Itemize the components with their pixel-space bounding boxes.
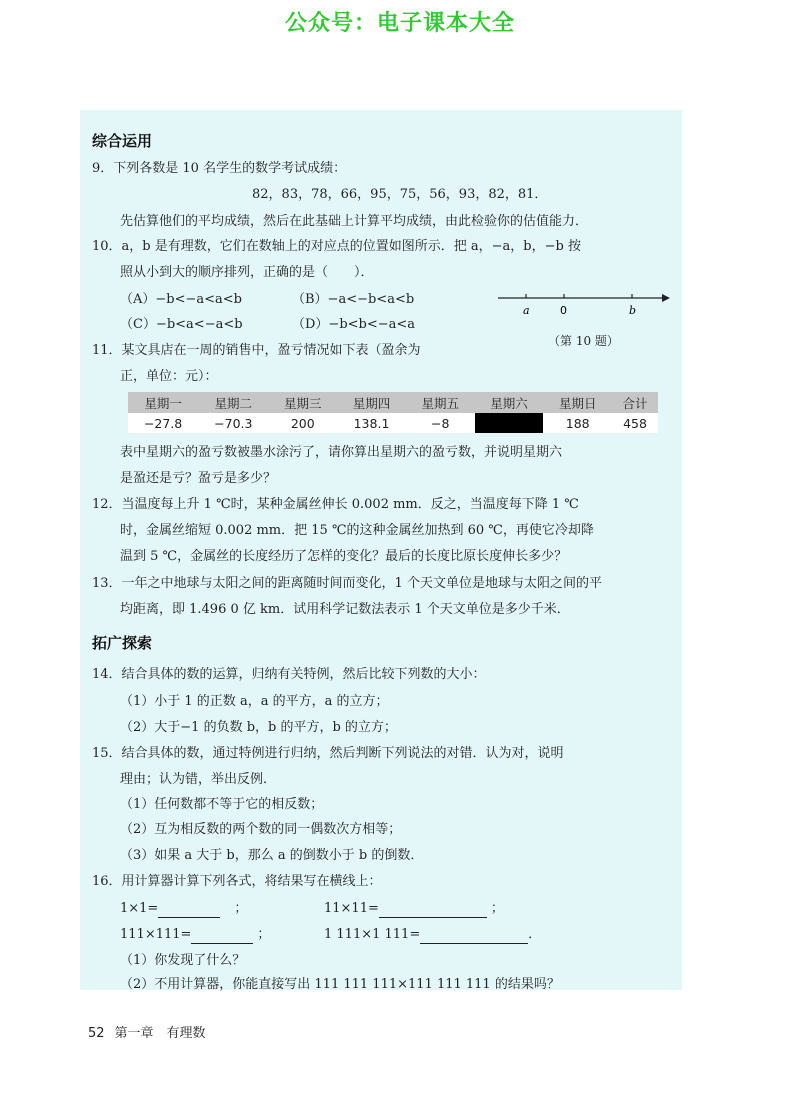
page-footer xyxy=(88,1022,206,1041)
separator: ； xyxy=(490,901,504,916)
q15-line2: 理由；认为错，举出反例． xyxy=(120,772,277,787)
q14-line1: 14．结合具体的数的运算，归纳有关特例，然后比较下列数的大小： xyxy=(92,667,486,682)
number-line-figure xyxy=(498,286,670,326)
q11-line1: 11．某文具店在一周的销售中，盈亏情况如下表（盈余为 xyxy=(92,343,421,358)
q10-option-b: （B）−a<−b<a<b xyxy=(292,292,415,307)
separator: ； xyxy=(234,901,248,916)
q11-line3: 表中星期六的盈亏数被墨水涂污了，请你算出星期六的盈亏数，并说明星期六 xyxy=(120,445,563,460)
label-b: b xyxy=(629,304,637,317)
table-header: 星期六 xyxy=(475,392,544,413)
q11-line2: 正，单位：元）： xyxy=(120,369,218,384)
table-cell: −27.8 xyxy=(128,413,198,433)
label-0: 0 xyxy=(560,304,567,317)
table-cell: 138.1 xyxy=(337,413,406,433)
expr-text: 111×111= xyxy=(120,927,192,942)
q16-expr-3 xyxy=(120,926,270,944)
q16-line2: （1）你发现了什么？ xyxy=(120,953,246,968)
table-header: 星期二 xyxy=(198,392,268,413)
table-cell: 188 xyxy=(543,413,612,433)
answer-blank[interactable] xyxy=(420,929,528,944)
table-cell: −70.3 xyxy=(198,413,268,433)
page-number: 52 xyxy=(88,1026,105,1041)
q16-expr-4 xyxy=(324,926,541,944)
q12-line1: 12．当温度每上升 1 ℃时，某种金属丝伸长 0.002 mm．反之，当温度每下降 1 ℃ xyxy=(92,497,579,512)
q10-line2: 照从小到大的顺序排列，正确的是（ ）． xyxy=(120,265,374,280)
q16-line1: 16．用计算器计算下列各式，将结果写在横线上： xyxy=(92,874,382,889)
table-cell: 200 xyxy=(268,413,337,433)
figure-caption: （第 10 题） xyxy=(548,334,619,348)
header-watermark: 公众号：电子课本大全 xyxy=(284,11,515,36)
q15-line3: （1）任何数都不等于它的相反数； xyxy=(120,797,324,812)
number-line-arrow xyxy=(662,294,670,302)
q10-option-d: （D）−b<b<−a<a xyxy=(292,317,416,332)
table-cell: −8 xyxy=(406,413,475,433)
q10-line1: 10．a，b 是有理数，它们在数轴上的对应点的位置如图所示．把 a，−a，b，−b 按 xyxy=(92,239,581,254)
answer-blank[interactable] xyxy=(191,929,253,944)
sales-table-header-row xyxy=(128,392,658,413)
q13-line2: 均距离，即 1.496 0 亿 km．试用科学记数法表示 1 个天文单位是多少千米． xyxy=(120,602,570,617)
q9-scores: 82，83，78，66，95，75，56，93，82，81． xyxy=(252,187,548,202)
q9-line3: 先估算他们的平均成绩，然后在此基础上计算平均成绩，由此检验你的估值能力． xyxy=(120,214,589,229)
q14-line3: （2）大于−1 的负数 b，b 的平方，b 的立方； xyxy=(120,720,397,735)
table-header: 星期四 xyxy=(337,392,406,413)
table-cell: 458 xyxy=(612,413,658,433)
expr-text: 11×11= xyxy=(324,901,379,916)
label-a: a xyxy=(523,304,530,317)
q14-line2: （1）小于 1 的正数 a，a 的平方，a 的立方； xyxy=(120,694,389,709)
q9-line1: 9．下列各数是 10 名学生的数学考试成绩： xyxy=(92,161,347,176)
q16-line3: （2）不用计算器，你能直接写出 111 111 111×111 111 111 的结果吗？ xyxy=(120,977,560,992)
expr-text: 1×1= xyxy=(120,901,159,916)
table-header: 星期五 xyxy=(406,392,475,413)
ink-stained-cell xyxy=(475,413,544,433)
q12-line2: 时，金属丝缩短 0.002 mm．把 15 ℃的这种金属丝加热到 60 ℃，再使它冷却降 xyxy=(120,523,594,538)
q10-option-c: （C）−b<a<−a<b xyxy=(120,317,243,332)
q10-option-a: （A）−b<−a<a<b xyxy=(120,292,242,307)
q13-line1: 13．一年之中地球与太阳之间的距离随时间而变化，1 个天文单位是地球与太阳之间的平 xyxy=(92,576,602,591)
q11-line4: 是盈还是亏？盈亏是多少？ xyxy=(120,471,277,486)
answer-blank[interactable] xyxy=(379,903,487,918)
sales-table xyxy=(128,392,658,433)
section-title-explore: 拓广探索 xyxy=(92,634,153,652)
q16-expr-2 xyxy=(324,900,504,918)
q15-line5: （3）如果 a 大于 b，那么 a 的倒数小于 b 的倒数． xyxy=(120,848,424,863)
chapter-title: 第一章 有理数 xyxy=(114,1026,206,1041)
q16-expr-1 xyxy=(120,900,247,918)
separator: ； xyxy=(257,927,271,942)
expr-text: 1 111×1 111= xyxy=(324,927,421,942)
separator: ． xyxy=(528,927,542,942)
table-header: 星期三 xyxy=(268,392,337,413)
answer-blank[interactable] xyxy=(158,903,220,918)
table-header: 星期一 xyxy=(128,392,198,413)
table-header: 星期日 xyxy=(543,392,612,413)
sales-table-value-row xyxy=(128,413,658,433)
section-title-applied: 综合运用 xyxy=(92,132,153,150)
table-header: 合计 xyxy=(612,392,658,413)
q15-line1: 15．结合具体的数，通过特例进行归纳，然后判断下列说法的对错．认为对，说明 xyxy=(92,746,564,761)
q12-line3: 温到 5 ℃，金属丝的长度经历了怎样的变化？最后的长度比原长度伸长多少？ xyxy=(120,549,568,564)
exercise-panel xyxy=(80,110,682,990)
q15-line4: （2）互为相反数的两个数的同一偶数次方相等； xyxy=(120,822,402,837)
